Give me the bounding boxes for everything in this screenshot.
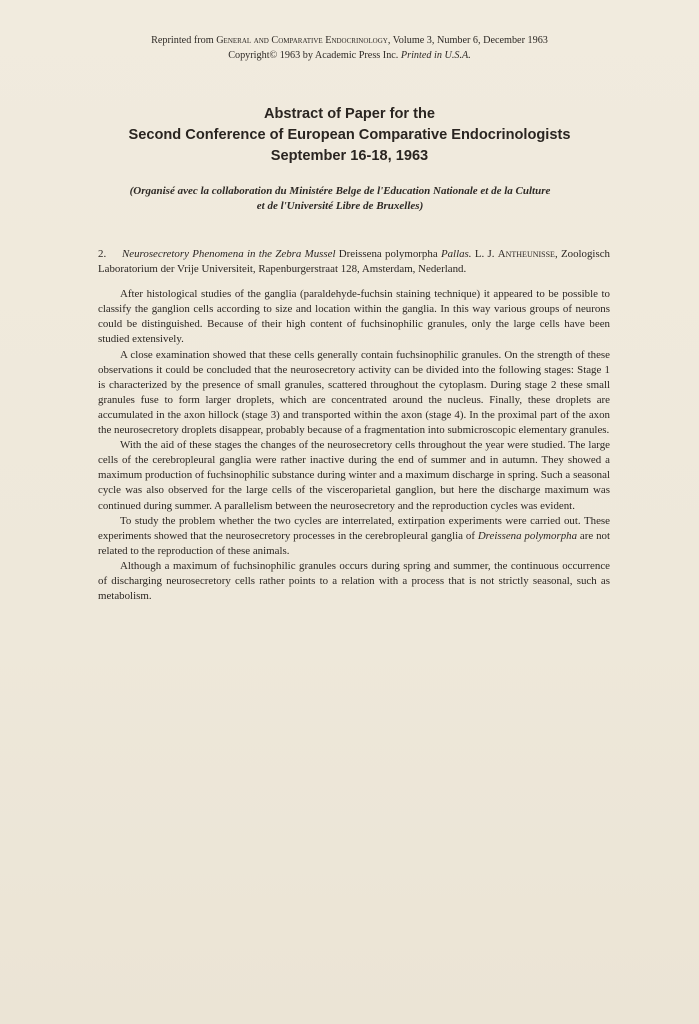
journal-name: General and Comparative Endocrinology: [216, 35, 388, 46]
paragraph-1: After histological studies of the ganglia (paraldehyde-fuchsin staining technique) it appeared to be possible to classify the ganglion cells according to size and location within the ganglia. In this way various groups of neurons could be distinguished. Because of their high content of fuchsinophilic granules, only the large cells have been studied extensively.: [98, 288, 610, 346]
species-name: Dreissena polymorpha: [335, 248, 441, 260]
paragraph-4: [98, 514, 610, 559]
species-italic: Dreissena polymorpha: [477, 529, 578, 542]
title-line-1: Abstract of Paper for the: [263, 106, 436, 122]
abstract-body: [98, 247, 610, 604]
paragraph-2: A close examination showed that these cells generally contain fuchsinophilic granules. On the strength of these observations it could be concluded that the neurosecretory activity can be divided into the following stages: Stage 1 is characterized by the presence of small granules, scattered throughout the cytoplasm. During stage 2 these small granules fuse to form larger droplets, which are concentrated around the nucleus. Finally, these droplets are accumulated in the axon hillock (stage 3) and transported within the axon (stage 4). In the proximal part of the axon the neurosecretory droplets disappear, probably because of a fragmentation into submicroscopic elementary granules.: [98, 348, 610, 437]
paragraph-5: Although a maximum of fuchsinophilic granules occurs during spring and summer, the continuous occurrence of discharging neurosecretory cells rather points to a relation with a process that is not strictly seasonal, such as metabolism.: [98, 559, 610, 603]
reprint-line: [0, 33, 699, 48]
entry-title: Neurosecretory Phenomena in the Zebra Mussel: [122, 248, 336, 260]
copyright-line: [0, 48, 699, 63]
entry-number: 2.: [98, 248, 107, 260]
paragraph-4-end: are not related to the reproduction of these animals.: [98, 529, 611, 557]
volume-info: , Volume 3, Number 6, December 1963: [387, 35, 548, 46]
paragraph-3: With the aid of these stages the changes of the neurosecretory cells throughout the year were studied. The large cells of the cerebropleural ganglia were rather inactive during the end of summer and in autumn. They showed a maximum production of fuchsinophilic substance during winter and a maximum discharge in spring. Such a seasonal cycle was also observed for the large cells of the visceroparietal ganglion, but here the discharge maximum was continued during summer. A parallelism between the neurosecretory and the reproduction cycles was evident.: [98, 439, 610, 512]
author-name: Antheunisse: [497, 248, 555, 260]
page-title: [0, 104, 699, 167]
printed-in: Printed in U.S.A.: [400, 50, 471, 61]
species-author: Pallas.: [440, 248, 472, 260]
organiser-line-1: (Organisé avec la collaboration du Ministére Belge de l'Education Nationale et de la Culture: [129, 185, 551, 197]
organiser-note: [60, 184, 620, 214]
organiser-line-2: et de l'Université Libre de Bruxelles): [256, 200, 424, 212]
title-line-2: Second Conference of European Comparative Endocrinologists: [128, 127, 571, 143]
paragraph-4-start: To study the problem whether the two cycles are interrelated, extirpation experiments were carried out. These experiments showed that the neurosecretory processes in the cerebropleural ganglia of: [98, 514, 610, 542]
abstract-entry: [98, 247, 610, 277]
title-line-3: September 16-18, 1963: [270, 148, 429, 164]
author-initials: L. J.: [471, 248, 498, 260]
author-affiliation: , Zoologisch Laboratorium der Vrije Universiteit, Rapenburgerstraat 128, Amsterdam, Nederland.: [98, 248, 610, 276]
reprint-prefix: Reprinted from: [151, 35, 217, 46]
reprint-header: [0, 33, 699, 63]
copyright-text: Copyright© 1963 by Academic Press Inc.: [228, 50, 401, 61]
